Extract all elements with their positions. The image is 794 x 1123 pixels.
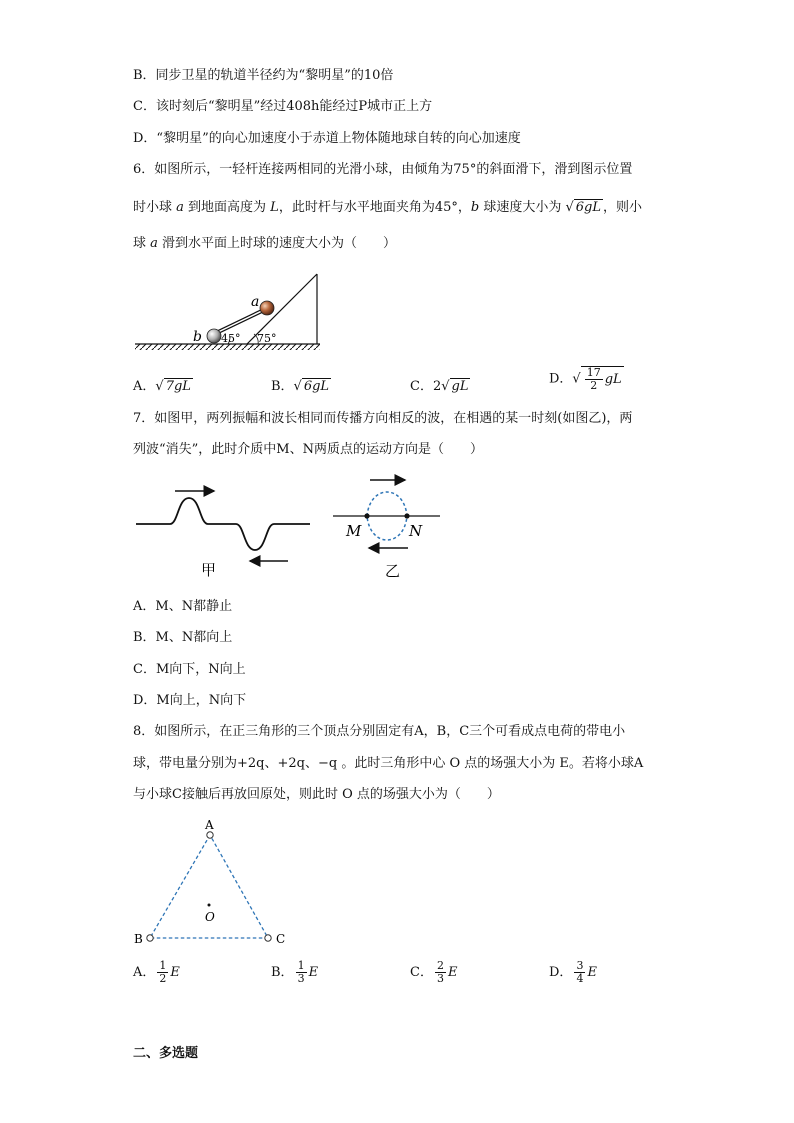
- label-n: N: [409, 522, 423, 540]
- wave-trough-curve: [208, 524, 310, 550]
- label-a: a: [251, 294, 260, 310]
- q6-option-b: [271, 375, 331, 394]
- option-radicand: 6gL: [303, 379, 330, 394]
- option-fraction: [435, 960, 446, 985]
- q5-option-c: C．该时刻后“黎明星”经过408h能经过P城市正上方: [133, 99, 433, 114]
- option-prefix: D．√: [549, 371, 581, 387]
- option-sqrt-body: [581, 366, 624, 392]
- option-fraction: [157, 960, 168, 985]
- label-a: A: [205, 818, 214, 832]
- q6-text: 到地面高度为: [183, 200, 271, 215]
- q8-option-b: [271, 960, 318, 985]
- option-prefix: C．2√: [410, 379, 450, 394]
- option-prefix: A．: [133, 965, 156, 980]
- fraction-numerator: 17: [586, 366, 601, 379]
- q7-option-a: A．M、N都静止: [133, 599, 233, 614]
- label-m: M: [346, 522, 362, 540]
- q6-text: 球: [133, 236, 151, 251]
- q7-option-c: C．M向下，N向上: [133, 662, 246, 677]
- ball-a: [260, 301, 274, 315]
- label-45: 45°: [221, 332, 241, 345]
- q8-triangle-figure: [130, 815, 290, 950]
- q6-option-d: [549, 366, 624, 392]
- q5-option-b: B．同步卫星的轨道半径约为“黎明星”的10倍: [133, 68, 394, 83]
- fraction-numerator: 2: [436, 959, 444, 972]
- option-fraction: [574, 960, 585, 985]
- option-radicand: 7gL: [165, 379, 191, 394]
- q6-text: 滑到水平面上时球的速度大小为（ ）: [157, 236, 397, 251]
- q7-option-b: B．M、N都向上: [133, 630, 233, 645]
- q7-wave-figure-jia: [133, 480, 313, 580]
- q6-var-b: b: [470, 200, 480, 215]
- fraction-numerator: 1: [159, 959, 167, 972]
- q8-stem-line3: 与小球C接触后再放回原处，则此时 O 点的场强大小为（ ）: [133, 787, 500, 802]
- q8-option-d: [549, 960, 597, 985]
- charge-c: [265, 935, 271, 941]
- option-fraction: [296, 960, 307, 985]
- label-jia: 甲: [201, 561, 217, 579]
- option-radicand: gL: [451, 379, 469, 394]
- q8-stem-line1: 8．如图所示，在正三角形的三个顶点分别固定有A，B，C三个可看成点电荷的带电小: [133, 724, 626, 739]
- q6-option-a: [133, 375, 193, 394]
- label-c: C: [276, 932, 286, 946]
- q6-var-l: L: [270, 200, 279, 215]
- option-radicand: gL: [604, 372, 622, 387]
- option-fraction: [585, 367, 603, 392]
- fraction-denominator: 2: [590, 379, 598, 392]
- label-75: 75°: [257, 332, 277, 345]
- point-n: [404, 513, 409, 518]
- fraction-numerator: 3: [576, 959, 584, 972]
- q8-stem-line2: 球，带电量分别为+2q、+2q、−q 。此时三角形中心 O 点的场强大小为 E。若将小球A: [133, 756, 644, 771]
- q6-text: ，此时杆与水平地面夹角为45°，: [278, 200, 471, 215]
- charge-b: [147, 935, 153, 941]
- fraction-denominator: 4: [576, 972, 584, 985]
- q6-radicand: 6gL: [575, 200, 601, 215]
- q8-option-c: [410, 960, 457, 985]
- fraction-numerator: 1: [297, 959, 305, 972]
- q6-incline-figure: [130, 270, 330, 355]
- option-prefix: B．√: [271, 379, 302, 394]
- q6-text: 球速度大小为 √: [479, 200, 574, 215]
- option-prefix: C．: [410, 965, 433, 980]
- charge-a: [207, 832, 213, 838]
- q7-option-d: D．M向上，N向下: [133, 693, 247, 708]
- option-suffix: E: [447, 965, 458, 980]
- wave-crest-curve: [136, 498, 208, 524]
- q6-option-c: [410, 375, 470, 394]
- center-o-dot: [208, 904, 211, 907]
- q6-stem-line2: [133, 199, 642, 216]
- q8-option-a: [133, 960, 180, 985]
- label-yi: 乙: [385, 562, 401, 580]
- option-suffix: E: [587, 965, 597, 980]
- q6-text: ，则小: [602, 200, 642, 215]
- q6-var-a: a: [176, 200, 184, 215]
- fraction-denominator: 3: [436, 972, 444, 985]
- section-title-multiple-choice: 二、多选题: [133, 1046, 199, 1061]
- q6-text: 时小球: [133, 200, 177, 215]
- point-m: [364, 513, 369, 518]
- option-suffix: E: [170, 965, 180, 980]
- label-b: b: [193, 329, 202, 345]
- option-prefix: D．: [549, 965, 573, 980]
- option-prefix: B．: [271, 965, 294, 980]
- fraction-denominator: 3: [297, 972, 305, 985]
- fraction-denominator: 2: [159, 972, 167, 985]
- q7-stem-line2: 列波“消失”，此时介质中M、N两质点的运动方向是（ ）: [133, 442, 483, 457]
- label-b: B: [134, 932, 143, 946]
- rod-inner: [214, 309, 266, 334]
- q6-stem-line1: 6．如图所示，一轻杆连接两相同的光滑小球，由倾角为75°的斜面滑下，滑到图示位置: [133, 162, 633, 177]
- q7-wave-figure-yi: [330, 470, 445, 585]
- q6-stem-line3: [133, 236, 396, 252]
- option-suffix: E: [308, 965, 319, 980]
- label-o: O: [205, 910, 215, 924]
- option-prefix: A．√: [133, 379, 164, 394]
- q7-stem-line1: 7．如图甲，两列振幅和波长相同而传播方向相反的波，在相遇的某一时刻(如图乙)，两: [133, 411, 633, 426]
- q5-option-d: D．“黎明星”的向心加速度小于赤道上物体随地球自转的向心加速度: [133, 131, 521, 146]
- q6-var-a: a: [150, 236, 158, 251]
- ball-b: [207, 329, 221, 343]
